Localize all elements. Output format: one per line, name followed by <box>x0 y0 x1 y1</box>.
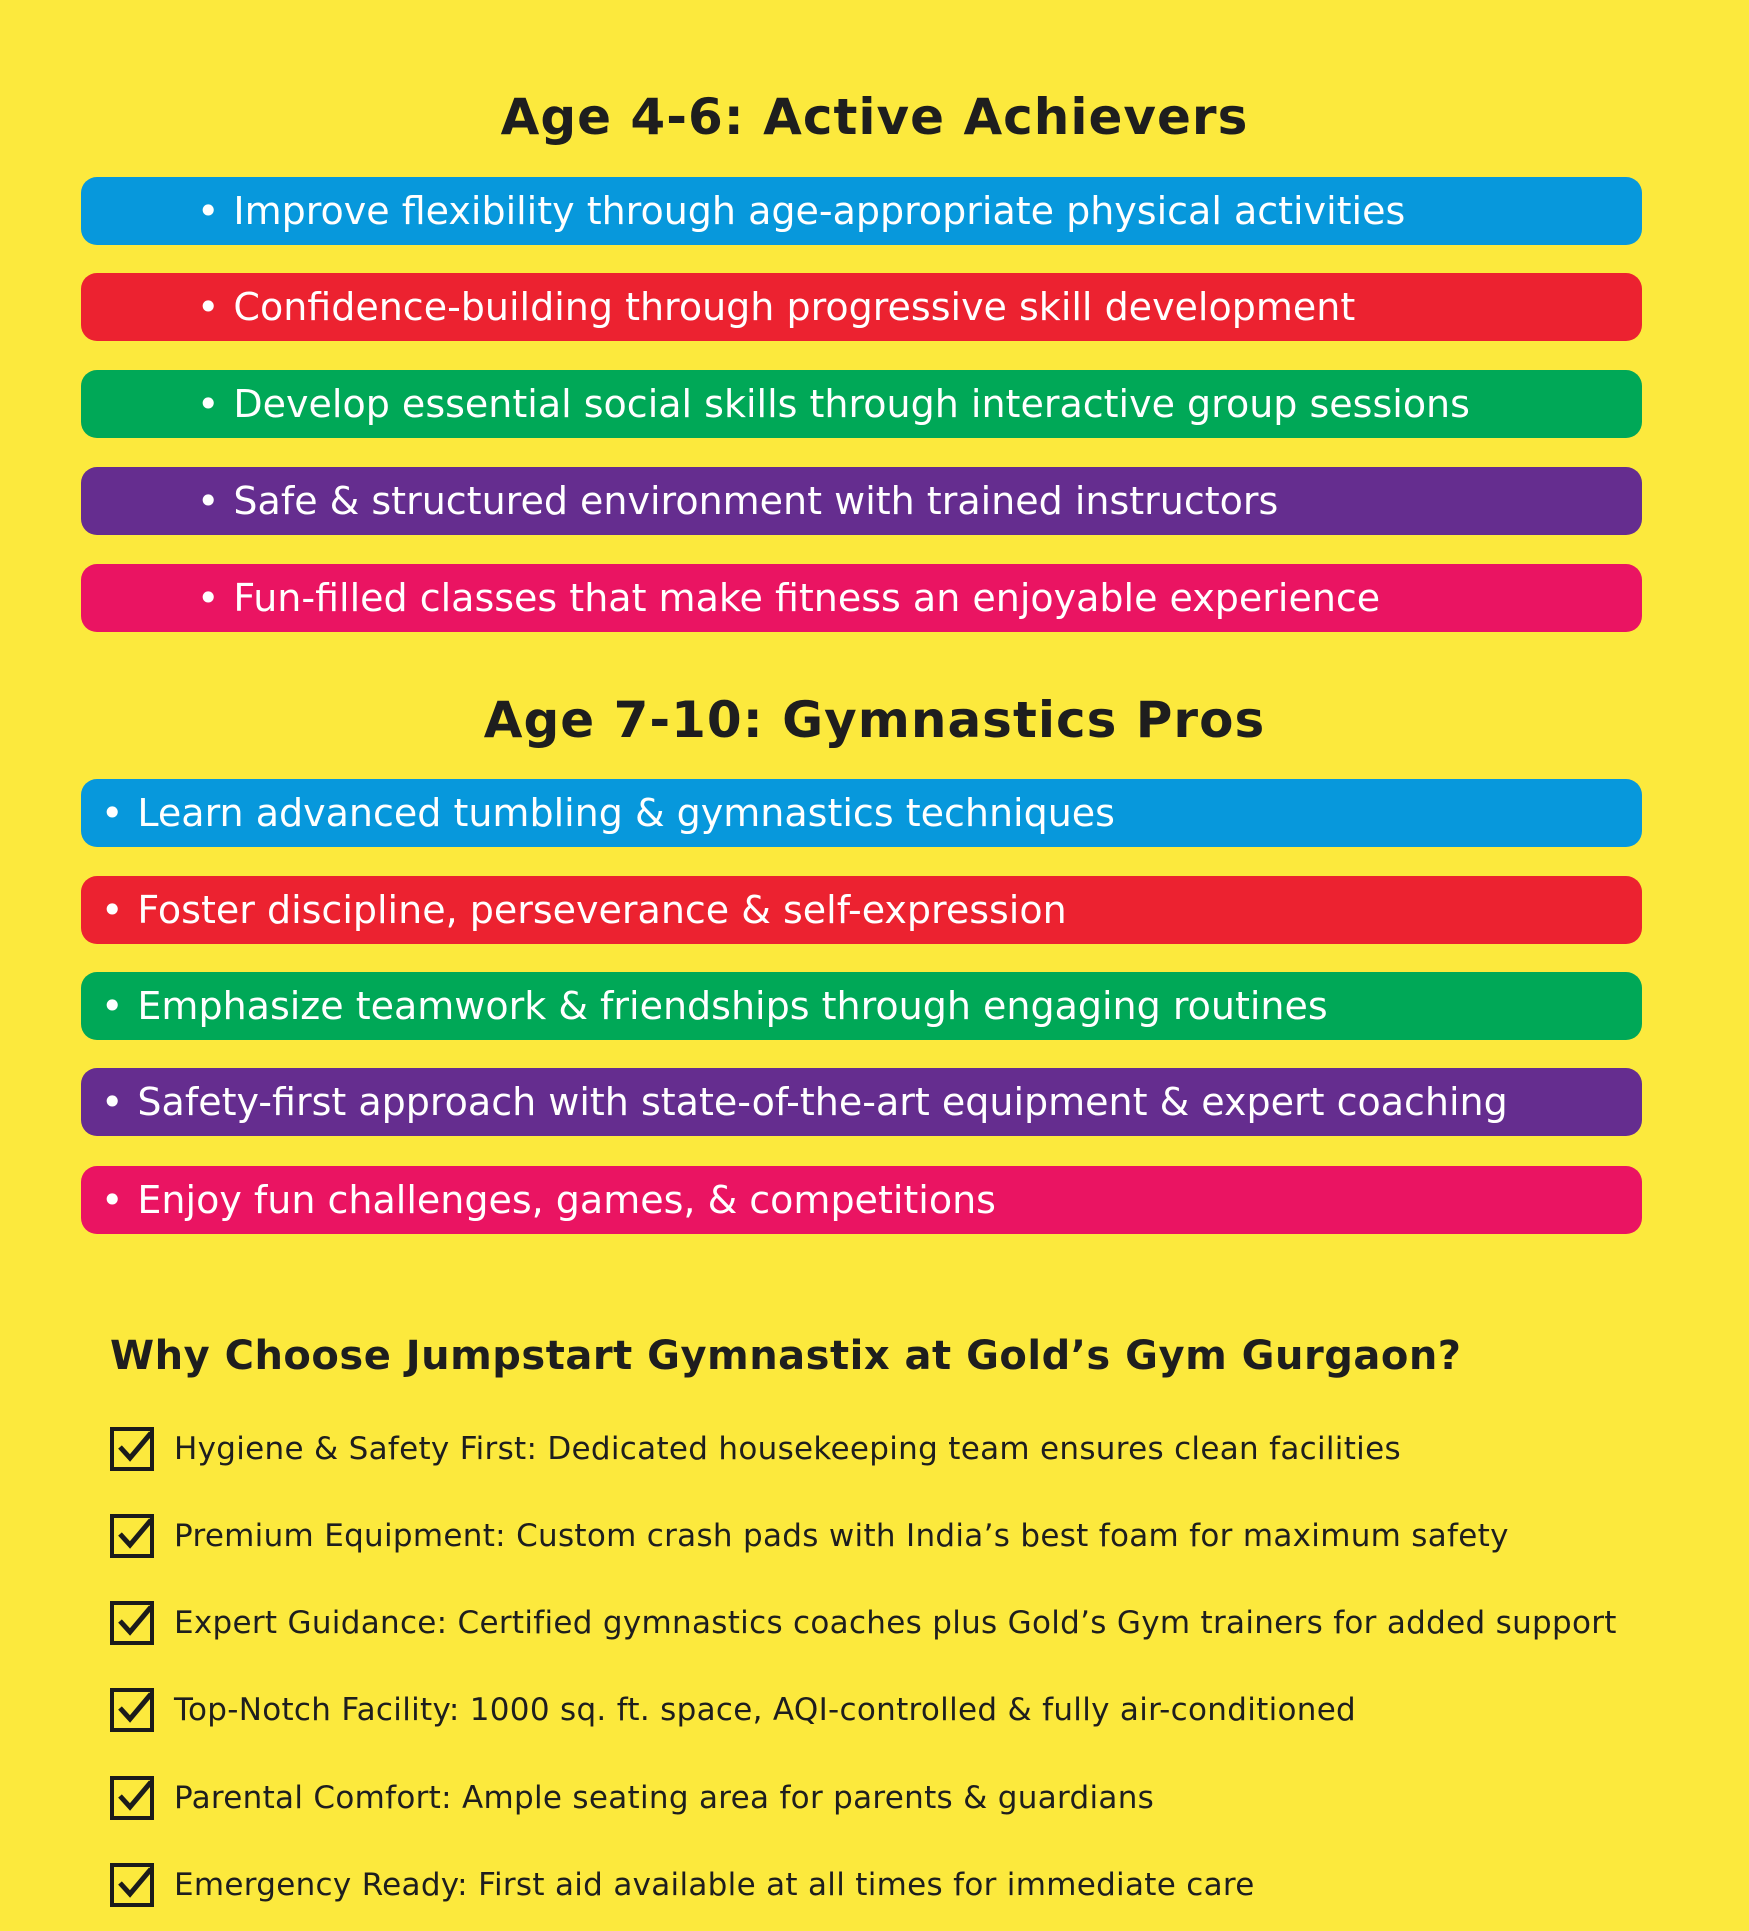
why-item-5 <box>110 1773 1154 1823</box>
section2-item-2-text: Foster discipline, perseverance & self-expression <box>137 888 1067 932</box>
section2-title: Age 7-10: Gymnastics Pros <box>483 691 1266 749</box>
section2-item-5-text: Enjoy fun challenges, games, & competitions <box>137 1178 996 1222</box>
why-item-4 <box>110 1685 1356 1735</box>
why-item-5-text: Parental Comfort: Ample seating area for parents & guardians <box>174 1780 1155 1816</box>
section1-item-4 <box>81 467 1642 535</box>
bullet-icon: • <box>197 382 220 426</box>
why-item-6-text: Emergency Ready: First aid available at all times for immediate care <box>174 1867 1255 1903</box>
bullet-icon: • <box>197 479 220 523</box>
section1-item-1-text: Improve flexibility through age-appropriate physical activities <box>233 189 1406 233</box>
section1-item-2-text: Confidence-building through progressive skill development <box>233 285 1356 329</box>
section1-item-1 <box>81 177 1642 245</box>
section1-item-5-text: Fun-filled classes that make fitness an enjoyable experience <box>233 576 1381 620</box>
section1-item-4-text: Safe & structured environment with trained instructors <box>233 479 1279 523</box>
checkbox-checked-icon <box>110 1776 154 1820</box>
section2-item-3 <box>81 972 1642 1040</box>
bullet-icon: • <box>101 984 124 1028</box>
checkbox-checked-icon <box>110 1601 154 1645</box>
section1-item-2 <box>81 273 1642 341</box>
section2-item-5 <box>81 1166 1642 1234</box>
why-item-1 <box>110 1424 1401 1474</box>
checkbox-checked-icon <box>110 1427 154 1471</box>
bullet-icon: • <box>101 1178 124 1222</box>
section2-item-3-text: Emphasize teamwork & friendships through engaging routines <box>137 984 1328 1028</box>
bullet-icon: • <box>101 888 124 932</box>
why-item-2-text: Premium Equipment: Custom crash pads with India’s best foam for maximum safety <box>174 1518 1509 1554</box>
section1-title: Age 4-6: Active Achievers <box>500 88 1249 146</box>
bullet-icon: • <box>197 285 220 329</box>
why-item-3-text: Expert Guidance: Certified gymnastics coaches plus Gold’s Gym trainers for added support <box>174 1605 1617 1641</box>
checkbox-checked-icon <box>110 1514 154 1558</box>
why-item-3 <box>110 1598 1617 1648</box>
section2-item-1-text: Learn advanced tumbling & gymnastics techniques <box>137 791 1115 835</box>
section2-item-1 <box>81 779 1642 847</box>
section1-item-3-text: Develop essential social skills through interactive group sessions <box>233 382 1470 426</box>
section2-item-2 <box>81 876 1642 944</box>
why-title: Why Choose Jumpstart Gymnastix at Gold’s Gym Gurgaon? <box>110 1333 1462 1379</box>
section2-item-4 <box>81 1068 1642 1136</box>
bullet-icon: • <box>197 576 220 620</box>
checkbox-checked-icon <box>110 1688 154 1732</box>
section1-item-3 <box>81 370 1642 438</box>
why-item-2 <box>110 1511 1509 1561</box>
bullet-icon: • <box>101 1080 124 1124</box>
why-item-4-text: Top-Notch Facility: 1000 sq. ft. space, AQI-controlled & fully air-conditioned <box>174 1692 1357 1728</box>
bullet-icon: • <box>197 189 220 233</box>
section2-item-4-text: Safety-first approach with state-of-the-art equipment & expert coaching <box>137 1080 1508 1124</box>
checkbox-checked-icon <box>110 1863 154 1907</box>
section1-item-5 <box>81 564 1642 632</box>
why-item-6 <box>110 1860 1255 1910</box>
bullet-icon: • <box>101 791 124 835</box>
why-item-1-text: Hygiene & Safety First: Dedicated housekeeping team ensures clean facilities <box>174 1431 1401 1467</box>
